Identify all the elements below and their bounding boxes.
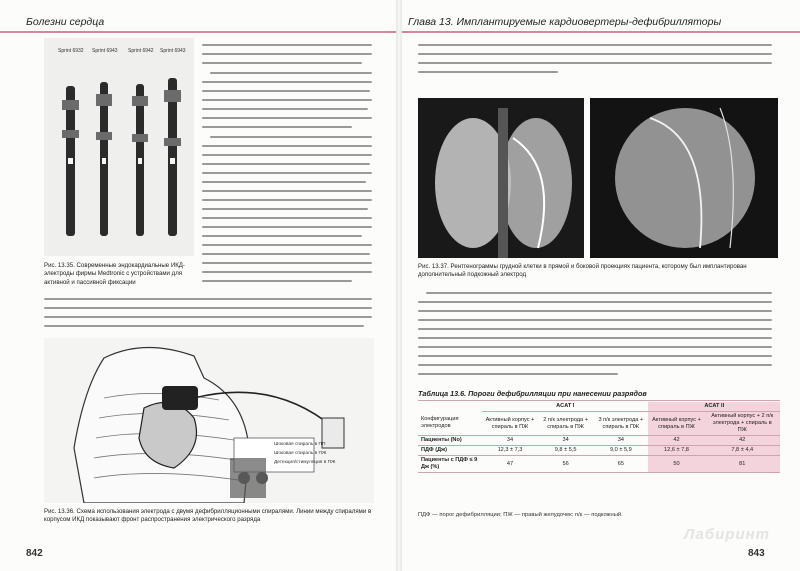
electrode-label-2: Sprint 6943: [92, 48, 118, 54]
table-row: [418, 446, 780, 456]
xray-frontal-svg: [418, 98, 584, 258]
table-cell: 42: [704, 436, 780, 446]
table-cell: 9,0 ± 5,9: [593, 446, 648, 456]
left-running-head: Болезни сердца: [26, 16, 105, 28]
table-title: Таблица 13.6. Пороги дефибрилляции при нанесении разрядов: [418, 389, 647, 398]
right-page-number: 843: [748, 548, 765, 559]
table-cell: 42: [648, 436, 704, 446]
publisher-watermark: Лабиринт: [684, 526, 771, 543]
col-4: Активный корпус + спираль в ПЖ: [648, 412, 704, 436]
table-header-row: [418, 412, 780, 436]
table-cell: 34: [593, 436, 648, 446]
col-1: Активный корпус + спираль в ПЖ: [482, 412, 538, 436]
table-cell: 50: [648, 456, 704, 473]
defibrillation-threshold-table: [418, 402, 780, 473]
col-2: 2 п/к электрода + спираль в ПЖ: [538, 412, 593, 436]
table-cell: 34: [482, 436, 538, 446]
xray-lateral-svg: [590, 98, 778, 258]
table-top-rule: [418, 400, 780, 401]
row-label: Пациенты с ПДФ ≤ 9 Дж (%): [418, 456, 482, 473]
table-cell: 34: [538, 436, 593, 446]
row-label: Пациенты (No): [418, 436, 482, 446]
fig-13-36-caption: Рис. 13.36. Схема использования электрода с двумя дефибрилляционными спиралями. Линии между спиралями в корпусом ИКД показывают фронт распространения электрического разряда: [44, 508, 372, 524]
fig-13-35-caption: Рис. 13.35. Современные эндокардиальные ИКД-электроды фирмы Medtronic с устройствами для активной и пассивной фиксации: [44, 262, 185, 286]
electrode-label-4: Sprint 6943: [160, 48, 186, 54]
right-header-rule: [402, 31, 800, 33]
fig-13-36-diagram: [44, 338, 374, 503]
row-label: ПДФ (Дж): [418, 446, 482, 456]
table-cell: 9,8 ± 5,5: [538, 446, 593, 456]
electrode-label-1: Sprint 6932: [58, 48, 84, 54]
table-cell: 81: [704, 456, 780, 473]
group-acat-i: ACAT I: [482, 402, 648, 412]
left-page-number: 842: [26, 548, 43, 559]
table-cell: 12,6 ± 7,8: [648, 446, 704, 456]
table-cell: 12,3 ± 7,3: [482, 446, 538, 456]
table-group-row: [418, 402, 780, 412]
table-cell: 56: [538, 456, 593, 473]
group-acat-ii: ACAT II: [648, 402, 780, 412]
col-5: Активный корпус + 2 п/к электрода + спираль в ПЖ: [704, 412, 780, 436]
electrode-label-3: Sprint 6942: [128, 48, 154, 54]
table-row: [418, 436, 780, 446]
right-page: [402, 0, 800, 571]
electrode-scheme-svg: [44, 338, 374, 503]
table-cell: 65: [593, 456, 648, 473]
left-header-rule: [0, 31, 396, 33]
table-cell: 7,8 ± 4,4: [704, 446, 780, 456]
xray-lateral: [590, 98, 778, 258]
table-footnote: ПДФ — порог дефибрилляции; ПЖ — правый желудочек; п/к — подкожный.: [418, 512, 623, 518]
right-running-head: Глава 13. Имплантируемые кардиовертеры-дефибрилляторы: [408, 16, 722, 28]
fig-13-37-caption: Рис. 13.37. Рентгенограммы грудной клетки в прямой и боковой проекциях пациента, которому был имплантирован дополнительный подкожный электрод: [418, 263, 747, 279]
label-coil-ra: Шоковая спираль в ПП: [274, 442, 326, 447]
xray-frontal: [418, 98, 584, 258]
label-detection-rv: Детекция/стимуляция в ПЖ: [274, 460, 336, 465]
table-cell: 47: [482, 456, 538, 473]
col-3: 3 п/к электрода + спираль в ПЖ: [593, 412, 648, 436]
fig-13-35-photo: [44, 38, 194, 256]
table-row: [418, 456, 780, 473]
electrodes-photo-svg: [44, 38, 194, 256]
label-coil-rv: Шоковая спираль в ПЖ: [274, 451, 327, 456]
left-page: [0, 0, 396, 571]
col-config: Конфигурация электродов: [418, 412, 482, 436]
